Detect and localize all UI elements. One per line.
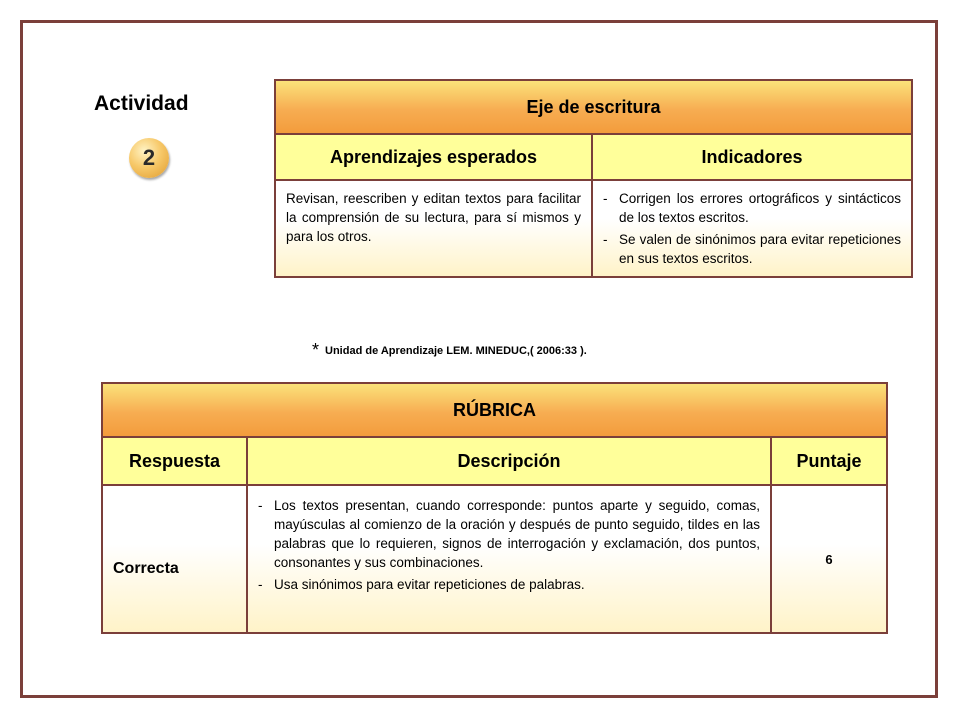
score-value: 6 — [771, 485, 887, 633]
response-header: Respuesta — [102, 437, 247, 485]
axis-title: Eje de escritura — [275, 80, 912, 134]
description-list — [258, 496, 760, 594]
indicators-list — [603, 189, 901, 268]
learning-text: Revisan, reescriben y editan textos para facilitar la comprensión de su lectura, para sí mismos y para los otros. — [275, 180, 592, 277]
description-header: Descripción — [247, 437, 771, 485]
score-header: Puntaje — [771, 437, 887, 485]
rubric-table — [101, 382, 888, 634]
indicator-item: - Se valen de sinónimos para evitar repeticiones en sus textos escritos. — [603, 230, 901, 268]
description-item: - Los textos presentan, cuando corresponde: puntos aparte y seguido, comas, mayúsculas al comienzo de la oración y después de punto seguido, tildes en las palabras que lo requieren, signos de interrogación y exclamación, dos puntos, consonantes y sus combinaciones. — [258, 496, 760, 572]
learning-header: Aprendizajes esperados — [275, 134, 592, 180]
rubric-title: RÚBRICA — [102, 383, 887, 437]
indicators-cell — [592, 180, 912, 277]
description-item: - Usa sinónimos para evitar repeticiones de palabras. — [258, 575, 760, 594]
source-asterisk: * — [312, 340, 320, 360]
response-value: Correcta — [102, 485, 247, 633]
axis-table — [274, 79, 913, 278]
indicator-item: - Corrigen los errores ortográficos y sintácticos de los textos escritos. — [603, 189, 901, 227]
source-text: Unidad de Aprendizaje LEM. MINEDUC,( 2006:33 ). — [325, 345, 587, 357]
activity-number-badge: 2 — [129, 138, 169, 178]
description-cell — [247, 485, 771, 633]
activity-label: Actividad — [94, 92, 189, 115]
indicators-header: Indicadores — [592, 134, 912, 180]
source-note — [312, 340, 587, 361]
